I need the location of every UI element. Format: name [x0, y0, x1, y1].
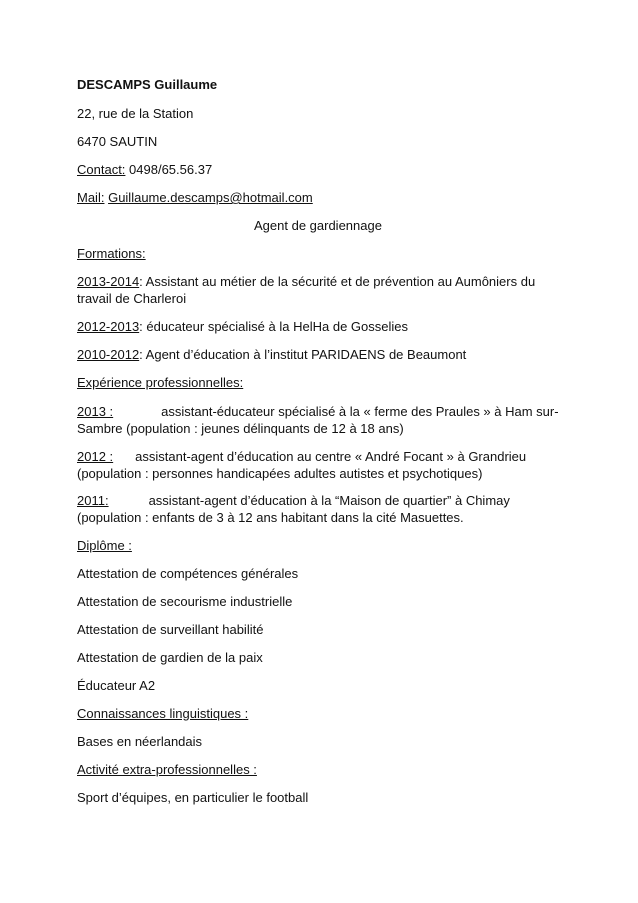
langue-item: Bases en néerlandais — [77, 734, 203, 749]
address-line-1: 22, rue de la Station — [77, 106, 194, 121]
job-title: Agent de gardiennage — [254, 218, 382, 233]
formation-item — [77, 347, 466, 363]
formation-years: 2013-2014 — [77, 274, 140, 289]
experience-item-continued: (population : enfants de 3 à 12 ans habitant dans la cité Masuettes. — [77, 510, 464, 525]
diplome-item: Attestation de surveillant habilité — [77, 622, 264, 637]
formation-text: : Assistant au métier de la sécurité et de prévention au Aumôniers du — [139, 274, 536, 289]
langues-heading: Connaissances linguistiques : — [77, 706, 249, 721]
mail-line — [77, 190, 313, 206]
diplome-item: Éducateur A2 — [77, 678, 156, 693]
formation-item — [77, 319, 408, 335]
experience-years: 2012 : — [77, 449, 114, 464]
candidate-name: DESCAMPS Guillaume — [77, 77, 218, 92]
contact-line — [77, 162, 212, 178]
experience-text: assistant-agent d’éducation à la “Maison de quartier” à Chimay — [148, 493, 510, 508]
mail-label: Mail: — [77, 190, 105, 205]
contact-label: Contact: — [77, 162, 126, 177]
diplome-item: Attestation de compétences générales — [77, 566, 299, 581]
address-line-2: 6470 SAUTIN — [77, 134, 158, 149]
mail-link[interactable]: Guillaume.descamps@hotmail.com — [108, 190, 313, 205]
formations-heading: Formations: — [77, 246, 146, 261]
contact-phone: 0498/65.56.37 — [125, 162, 213, 177]
diplome-item: Attestation de secourisme industrielle — [77, 594, 293, 609]
formation-item-continued: travail de Charleroi — [77, 291, 187, 306]
diplome-heading: Diplôme : — [77, 538, 132, 553]
experience-years: 2013 : — [77, 404, 114, 419]
extra-heading: Activité extra-professionnelles : — [77, 762, 257, 777]
experience-item — [77, 449, 526, 465]
formation-years: 2012-2013 — [77, 319, 140, 334]
experience-text: assistant-éducateur spécialisé à la « ferme des Praules » à Ham sur- — [161, 404, 559, 419]
experience-item-continued: Sambre (population : jeunes délinquants de 12 à 18 ans) — [77, 421, 404, 436]
experience-item — [77, 404, 559, 420]
formation-text: : Agent d’éducation à l’institut PARIDAENS de Beaumont — [139, 347, 467, 362]
experience-heading: Expérience professionnelles: — [77, 375, 244, 390]
extra-item: Sport d’équipes, en particulier le football — [77, 790, 309, 805]
diplome-item: Attestation de gardien de la paix — [77, 650, 263, 665]
formation-years: 2010-2012 — [77, 347, 140, 362]
formation-text: : éducateur spécialisé à la HelHa de Gosselies — [139, 319, 408, 334]
formation-item — [77, 274, 535, 290]
experience-years: 2011: — [77, 493, 109, 508]
experience-text: assistant-agent d’éducation au centre « André Focant » à Grandrieu — [135, 449, 527, 464]
experience-item — [77, 493, 510, 509]
experience-item-continued: (population : personnes handicapées adultes autistes et psychotiques) — [77, 466, 483, 481]
